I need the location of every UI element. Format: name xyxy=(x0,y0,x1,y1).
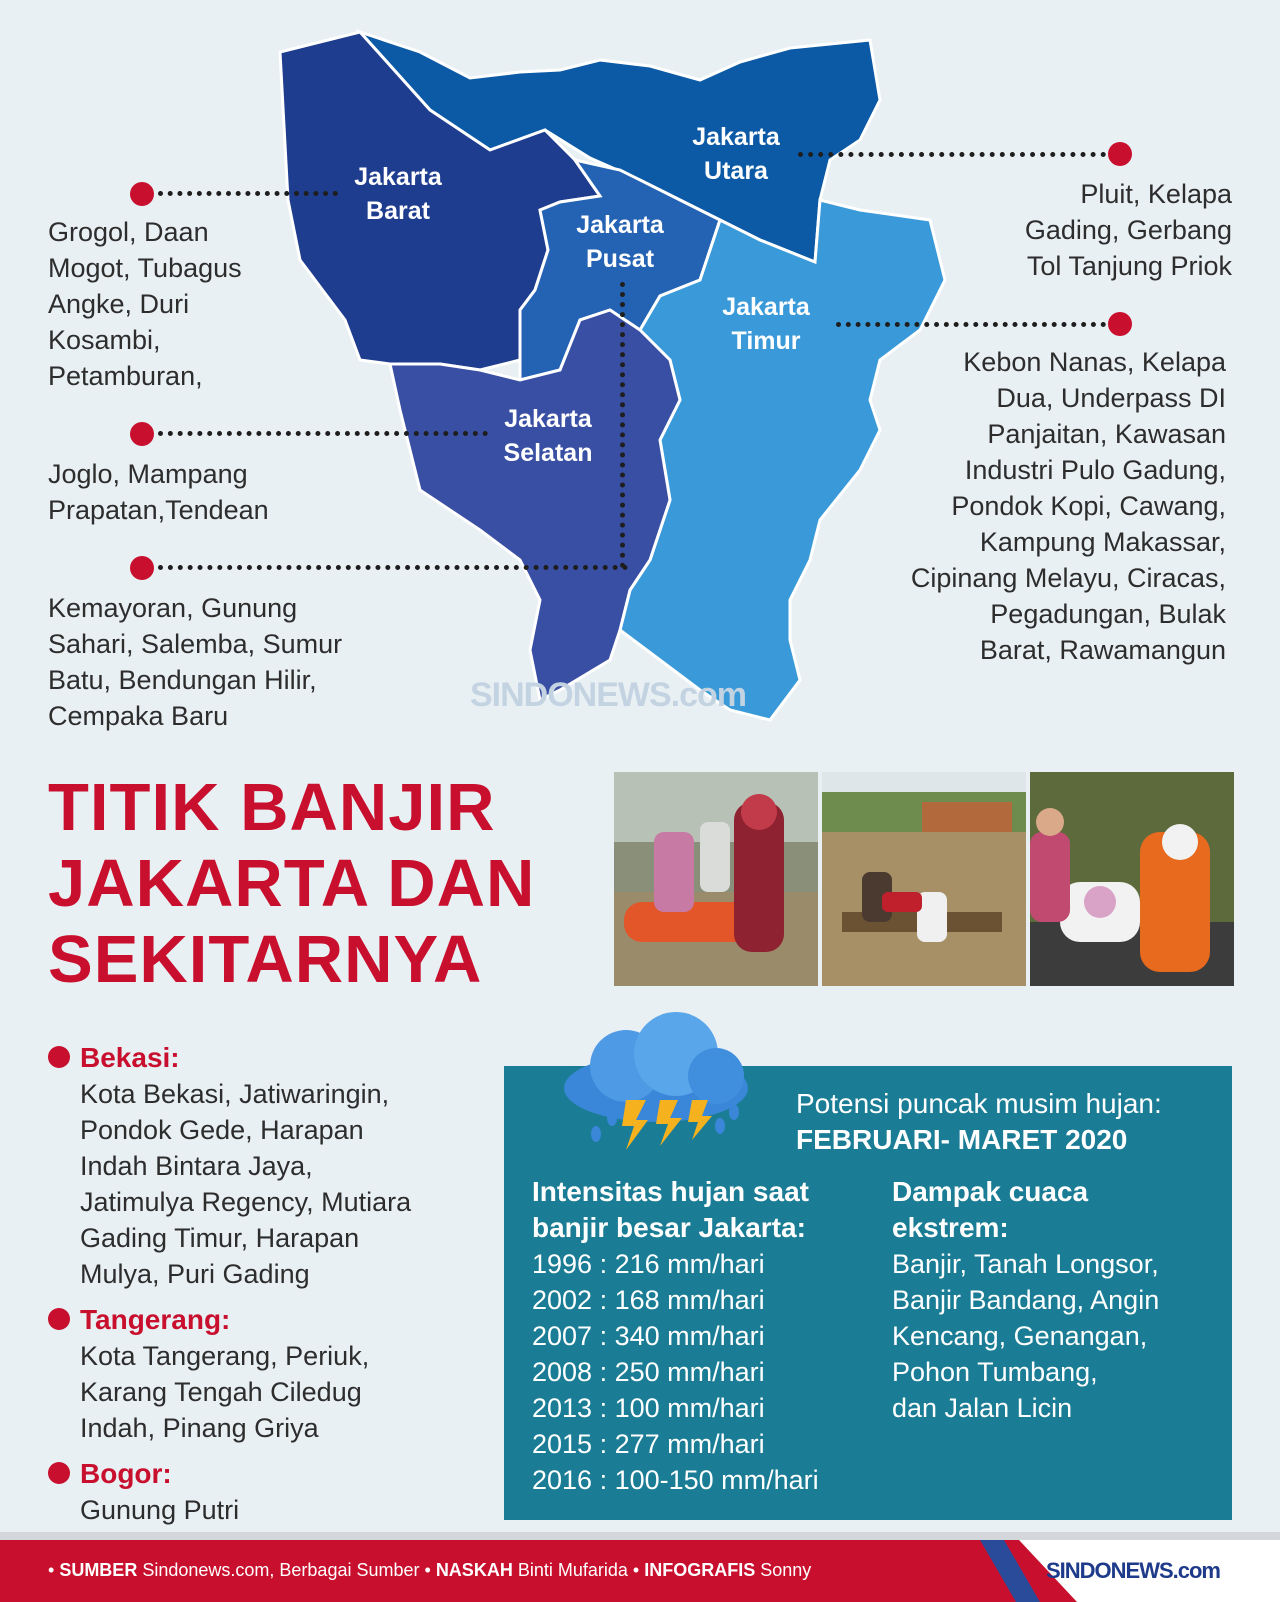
label-utara-line1: Jakarta xyxy=(692,123,780,151)
leader-line-pusat xyxy=(158,565,628,570)
label-selatan-line1: Jakarta xyxy=(504,405,592,433)
impact-heading-line2: ekstrem: xyxy=(892,1212,1009,1243)
list-head-bekasi xyxy=(48,1040,468,1076)
leader-line-timur xyxy=(836,322,1106,327)
label-barat-line1: Jakarta xyxy=(354,163,442,191)
list-line: Karang Tengah Ciledug xyxy=(80,1377,362,1407)
area-line: Pluit, Kelapa xyxy=(1080,179,1232,209)
list-line: Pondok Gede, Harapan xyxy=(80,1115,364,1145)
list-line: Jatimulya Regency, Mutiara xyxy=(80,1187,412,1217)
intensity-row: 2016 : 100-150 mm/hari xyxy=(532,1465,819,1495)
surroundings-list xyxy=(48,1040,468,1538)
marker-dot-utara xyxy=(1108,142,1132,166)
jakarta-map xyxy=(0,0,1280,760)
label-timur xyxy=(676,290,856,358)
intensity-row: 2002 : 168 mm/hari xyxy=(532,1285,765,1315)
list-body-bogor xyxy=(48,1492,468,1528)
flood-photo-2 xyxy=(822,772,1026,986)
intensity-column xyxy=(532,1174,819,1498)
area-line: Kebon Nanas, Kelapa xyxy=(963,347,1226,377)
bullet-icon xyxy=(48,1046,70,1068)
page-title xyxy=(48,770,608,998)
footer-naskah-label: NASKAH xyxy=(435,1560,513,1580)
label-selatan xyxy=(458,402,638,470)
impact-line: Banjir, Tanah Longsor, xyxy=(892,1249,1159,1279)
label-pusat xyxy=(530,208,710,276)
label-barat-line2: Barat xyxy=(366,197,430,225)
area-line: Cempaka Baru xyxy=(48,701,229,731)
area-line: Mogot, Tubagus xyxy=(48,253,242,283)
forecast-label: Potensi puncak musim hujan: xyxy=(796,1088,1162,1119)
intensity-row: 1996 : 216 mm/hari xyxy=(532,1249,765,1279)
impact-line: Pohon Tumbang, xyxy=(892,1357,1098,1387)
area-line: Industri Pulo Gadung, xyxy=(964,455,1226,485)
leader-line-selatan xyxy=(158,431,488,436)
areas-selatan xyxy=(48,456,269,528)
footer-naskah: Binti Mufarida xyxy=(517,1560,628,1580)
area-line: Sahari, Salemba, Sumur xyxy=(48,629,343,659)
area-line: Kampung Makassar, xyxy=(979,527,1226,557)
marker-dot-timur xyxy=(1108,312,1132,336)
area-line: Gading, Gerbang xyxy=(1024,215,1232,245)
area-line: Cipinang Melayu, Ciracas, xyxy=(910,563,1226,593)
footer-sumber-label: SUMBER xyxy=(59,1560,138,1580)
marker-dot-barat xyxy=(130,182,154,206)
area-line: Angke, Duri xyxy=(48,289,190,319)
footer-logo: SINDONEWS.com xyxy=(1045,1558,1220,1583)
area-line: Petamburan, xyxy=(48,361,203,391)
area-line: Kosambi, xyxy=(48,325,161,355)
title-line2: JAKARTA DAN xyxy=(48,846,536,921)
label-timur-line1: Jakarta xyxy=(722,293,810,321)
list-line: Gunung Putri xyxy=(80,1495,240,1525)
area-line: Tol Tanjung Priok xyxy=(1026,251,1232,281)
impact-column xyxy=(892,1174,1159,1426)
intensity-row: 2013 : 100 mm/hari xyxy=(532,1393,765,1423)
label-selatan-line2: Selatan xyxy=(503,439,593,467)
list-head-tangerang xyxy=(48,1302,468,1338)
area-line: Batu, Bendungan Hilir, xyxy=(48,665,317,695)
leader-line-barat xyxy=(158,191,338,196)
intensity-row: 2015 : 277 mm/hari xyxy=(532,1429,765,1459)
bullet-icon xyxy=(48,1308,70,1330)
label-timur-line2: Timur xyxy=(731,327,801,355)
footer-infografis-label: INFOGRAFIS xyxy=(644,1560,756,1580)
label-utara-line2: Utara xyxy=(704,157,768,185)
areas-barat xyxy=(48,214,242,394)
intensity-heading-line2: banjir besar Jakarta: xyxy=(532,1212,806,1243)
areas-pusat xyxy=(48,590,342,734)
flood-photo-1 xyxy=(614,772,818,986)
list-line: Indah Bintara Jaya, xyxy=(80,1151,313,1181)
title-line1: TITIK BANJIR xyxy=(48,770,496,845)
impact-line: dan Jalan Licin xyxy=(892,1393,1073,1423)
marker-dot-pusat xyxy=(130,556,154,580)
impact-line: Banjir Bandang, Angin xyxy=(892,1285,1160,1315)
watermark-logo: SINDONEWS.com xyxy=(470,676,747,714)
list-head-label: Bogor: xyxy=(80,1458,172,1489)
footer-infografis: Sonny xyxy=(760,1560,812,1580)
footer-credits: • SUMBER Sindonews.com, Berbagai Sumber • NASKAH Binti Mufarida • INFOGRAFIS Sonny xyxy=(48,1560,812,1580)
label-pusat-line2: Pusat xyxy=(585,245,655,273)
bullet-icon xyxy=(48,1462,70,1484)
area-line: Pegadungan, Bulak xyxy=(990,599,1226,629)
areas-timur xyxy=(911,344,1226,668)
list-head-label: Bekasi: xyxy=(80,1042,180,1073)
list-line: Kota Bekasi, Jatiwaringin, xyxy=(80,1079,390,1109)
list-line: Gading Timur, Harapan xyxy=(80,1223,360,1253)
impact-line: Kencang, Genangan, xyxy=(892,1321,1148,1351)
intensity-row: 2008 : 250 mm/hari xyxy=(532,1357,765,1387)
list-body-tangerang xyxy=(48,1338,468,1446)
title-line3: SEKITARNYA xyxy=(48,922,483,997)
list-head-label: Tangerang: xyxy=(80,1304,231,1335)
flood-photo-3 xyxy=(1030,772,1234,986)
leader-line-pusat-vertical xyxy=(620,282,625,568)
list-head-bogor xyxy=(48,1456,468,1492)
impact-heading-line1: Dampak cuaca xyxy=(892,1176,1089,1207)
storm-cloud-icon xyxy=(556,1010,756,1165)
intensity-row: 2007 : 340 mm/hari xyxy=(532,1321,765,1351)
list-line: Kota Tangerang, Periuk, xyxy=(80,1341,370,1371)
area-line: Kemayoran, Gunung xyxy=(48,593,298,623)
area-line: Panjaitan, Kawasan xyxy=(987,419,1226,449)
intensity-heading-line1: Intensitas hujan saat xyxy=(532,1176,809,1207)
area-line: Barat, Rawamangun xyxy=(979,635,1226,665)
area-line: Dua, Underpass DI xyxy=(996,383,1226,413)
footer-sumber: Sindonews.com, Berbagai Sumber xyxy=(142,1560,420,1580)
footer xyxy=(0,1540,1280,1602)
label-pusat-line1: Jakarta xyxy=(576,211,664,239)
area-line: Grogol, Daan xyxy=(48,217,209,247)
forecast-block xyxy=(796,1086,1216,1158)
list-body-bekasi xyxy=(48,1076,468,1292)
list-line: Mulya, Puri Gading xyxy=(80,1259,310,1289)
forecast-period: FEBRUARI- MARET 2020 xyxy=(796,1124,1128,1155)
area-line: Joglo, Mampang xyxy=(48,459,248,489)
area-line: Pondok Kopi, Cawang, xyxy=(951,491,1226,521)
marker-dot-selatan xyxy=(130,422,154,446)
list-line: Indah, Pinang Griya xyxy=(80,1413,319,1443)
leader-line-utara xyxy=(798,152,1106,157)
area-line: Prapatan,Tendean xyxy=(48,495,269,525)
areas-utara xyxy=(1025,176,1232,284)
